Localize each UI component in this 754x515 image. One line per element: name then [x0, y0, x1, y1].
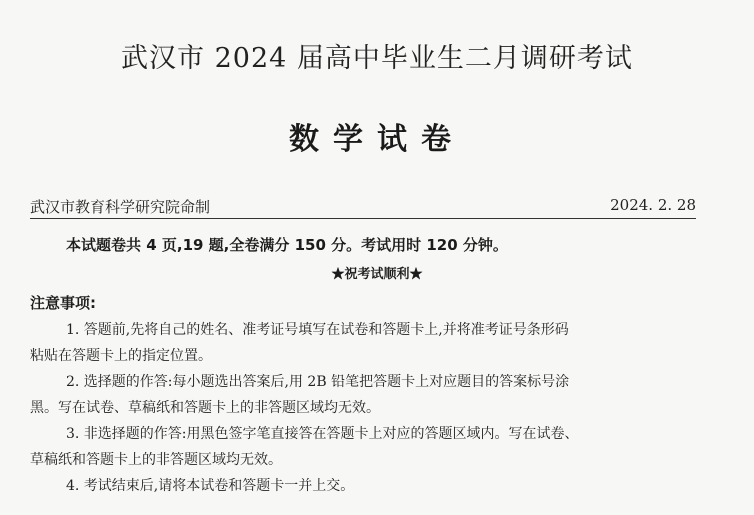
notice-heading: 注意事项: [30, 294, 96, 312]
good-luck-banner: ★祝考试顺利★ [331, 267, 423, 282]
notice-line: 草稿纸和答题卡上的非答题区域均无效。 [30, 452, 282, 468]
notice-line: 1. 答题前,先将自己的姓名、准考证号填写在试卷和答题卡上,并将准考证号条形码 [66, 322, 569, 338]
issuer-line: 武汉市教育科学研究院命制 [30, 198, 211, 216]
notice-line: 4. 考试结束后,请将本试卷和答题卡一并上交。 [66, 478, 355, 494]
header-divider [30, 218, 696, 219]
notice-line: 2. 选择题的作答:每小题选出答案后,用 2B 铅笔把答题卡上对应题目的答案标号涂 [66, 374, 570, 390]
notice-line: 3. 非选择题的作答:用黑色签字笔直接答在答题卡上对应的答题区域内。写在试卷、 [66, 426, 579, 442]
subject-title: 数学试卷 [289, 122, 465, 157]
notice-line: 黑。写在试卷、草稿纸和答题卡上的非答题区域均无效。 [30, 400, 380, 416]
exam-info: 本试题卷共 4 页,19 题,全卷满分 150 分。考试用时 120 分钟。 [66, 236, 508, 254]
exam-date: 2024. 2. 28 [610, 196, 696, 214]
notice-line: 粘贴在答题卡上的指定位置。 [30, 348, 212, 364]
exam-title: 武汉市 2024 届高中毕业生二月调研考试 [121, 43, 633, 74]
